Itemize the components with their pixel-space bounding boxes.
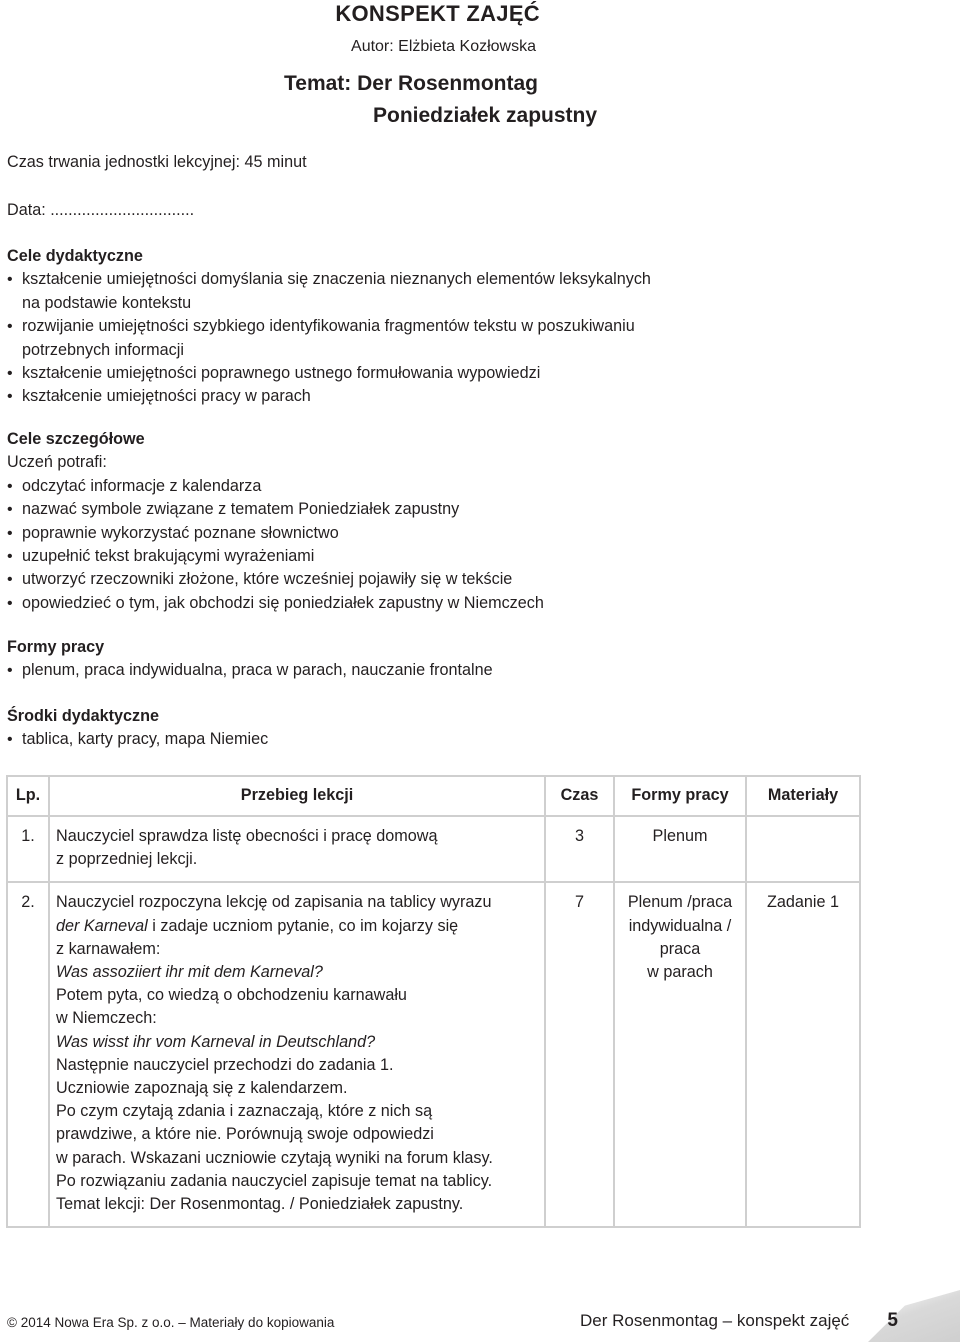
list-item: • odczytać informacje z kalendarza — [7, 475, 947, 498]
list-item: • opowiedzieć o tym, jak obchodzi się poniedziałek zapustny w Niemczech — [7, 592, 947, 615]
work-form-line: Plenum /praca — [627, 893, 733, 912]
list-item — [7, 315, 947, 362]
lesson-line: Po rozwiązaniu zadania nauczyciel zapisuje temat na tablicy. — [56, 1171, 493, 1190]
work-form-line: Plenum — [652, 827, 708, 845]
specific-goals-title: Cele szczegółowe — [7, 430, 145, 448]
cell-materials — [746, 816, 860, 882]
lesson-line: w parach. Wskazani uczniowie czytają wyniki na forum klasy. — [56, 1148, 493, 1167]
teaching-aids-title: Środki dydaktyczne — [7, 707, 160, 725]
list-item — [7, 268, 947, 315]
specific-goals-intro: Uczeń potrafi: — [7, 453, 107, 472]
specific-goals-list — [7, 475, 947, 615]
cell-materials: Zadanie 1 — [746, 882, 860, 1227]
list-item-line: potrzebnych informacji — [22, 340, 184, 359]
list-item-line: • kształcenie umiejętności domyślania się znaczenia nieznanych elementów leksykalnych — [22, 270, 651, 289]
lesson-line: Temat lekcji: Der Rosenmontag. / Poniedziałek zapustny. — [56, 1195, 464, 1214]
lesson-topic-polish: Poniedziałek zapustny — [373, 104, 598, 127]
lesson-line — [56, 961, 538, 984]
specific-goals-section — [7, 428, 947, 615]
lesson-line: prawdziwe, a które nie. Porównują swoje odpowiedzi — [56, 1125, 434, 1144]
list-item — [7, 385, 947, 408]
list-item: • nazwać symbole związane z tematem Poniedziałek zapustny — [7, 498, 947, 521]
table-body — [7, 816, 860, 1227]
table-header-row — [7, 776, 860, 816]
teaching-aids-section — [7, 705, 947, 752]
header-lesson-course: Przebieg lekcji — [49, 776, 545, 816]
cell-work-forms — [614, 816, 746, 882]
list-item: • uzupełnić tekst brakującymi wyrażeniami — [7, 545, 947, 568]
lesson-date: Data: ................................ — [7, 201, 195, 219]
list-item: • poprawnie wykorzystać poznane słownictwo — [7, 522, 947, 545]
cell-lesson-course — [49, 816, 545, 882]
lesson-line: der Karneval i zadaje uczniom pytanie, co im kojarzy się — [56, 916, 459, 935]
header-materials: Materiały — [746, 776, 860, 816]
list-item: • utworzyć rzeczowniki złożone, które wcześniej pojawiły się w tekście — [7, 568, 947, 591]
work-forms-list — [7, 659, 947, 682]
list-item-line: na podstawie kontekstu — [22, 293, 192, 312]
footer-title: Der Rosenmontag – konspekt zajęć — [580, 1311, 850, 1330]
page-number-background — [868, 1290, 960, 1342]
lesson-plan-table — [6, 775, 861, 1228]
didactic-goals-section — [7, 245, 947, 409]
cell-work-forms — [614, 882, 746, 1227]
didactic-goals-title: Cele dydaktyczne — [7, 247, 143, 265]
cell-lp: 2. — [7, 882, 49, 1227]
header-work-forms: Formy pracy — [614, 776, 746, 816]
lesson-line: Uczniowie zapoznają się z kalendarzem. — [56, 1079, 348, 1098]
didactic-goals-list — [7, 268, 947, 408]
work-forms-section — [7, 636, 947, 683]
cell-lesson-course — [49, 882, 545, 1227]
cell-time: 3 — [545, 816, 614, 882]
document-title: KONSPEKT ZAJĘĆ — [335, 1, 540, 26]
lesson-line-italic: Was assoziiert ihr mit dem Karneval? — [56, 963, 323, 982]
lesson-topic: Temat: Der Rosenmontag — [284, 72, 538, 95]
table-row — [7, 816, 860, 882]
cell-lp: 1. — [7, 816, 49, 882]
work-form-line: w parach — [647, 963, 713, 982]
list-item-line: • rozwijanie umiejętności szybkiego identyfikowania fragmentów tekstu w poszukiwaniu — [22, 317, 635, 336]
lesson-line-italic: Was wisst ihr vom Karneval in Deutschland? — [56, 1032, 376, 1051]
lesson-line: Potem pyta, co wiedzą o obchodzeniu karnawału — [56, 986, 407, 1005]
list-item: • plenum, praca indywidualna, praca w parach, nauczanie frontalne — [7, 659, 947, 682]
list-item: • tablica, karty pracy, mapa Niemiec — [7, 728, 947, 751]
header-lp: Lp. — [7, 776, 49, 816]
list-item-line: • kształcenie umiejętności pracy w parach — [22, 387, 311, 406]
work-forms-title: Formy pracy — [7, 638, 105, 656]
teaching-aids-list — [7, 728, 947, 751]
header-time: Czas — [545, 776, 614, 816]
cell-time: 7 — [545, 882, 614, 1227]
work-form-line: praca — [659, 939, 701, 958]
lesson-line-italic: der Karneval — [56, 916, 148, 935]
list-item — [7, 362, 947, 385]
lesson-line: z karnawałem: — [56, 939, 161, 958]
list-item-line: • kształcenie umiejętności poprawnego ustnego formułowania wypowiedzi — [22, 364, 541, 383]
work-form-line: indywidualna / — [628, 916, 732, 935]
table-row — [7, 882, 860, 1227]
lesson-duration: Czas trwania jednostki lekcyjnej: 45 minut — [7, 153, 307, 171]
lesson-line: w Niemczech: — [56, 1009, 157, 1028]
lesson-line: Nauczyciel rozpoczyna lekcję od zapisania na tablicy wyrazu — [56, 893, 492, 912]
lesson-line: Następnie nauczyciel przechodzi do zadania 1. — [56, 1055, 394, 1074]
lesson-line: Po czym czytają zdania i zaznaczają, które z nich są — [56, 1102, 433, 1121]
page-number: 5 — [887, 1310, 898, 1331]
lesson-line: Nauczyciel sprawdza listę obecności i pracę domową — [56, 827, 438, 845]
author: Autor: Elżbieta Kozłowska — [351, 38, 536, 55]
footer-copyright: © 2014 Nowa Era Sp. z o.o. – Materiały do kopiowania — [7, 1315, 335, 1330]
lesson-line: z poprzedniej lekcji. — [56, 850, 198, 869]
lesson-line — [56, 1031, 538, 1054]
